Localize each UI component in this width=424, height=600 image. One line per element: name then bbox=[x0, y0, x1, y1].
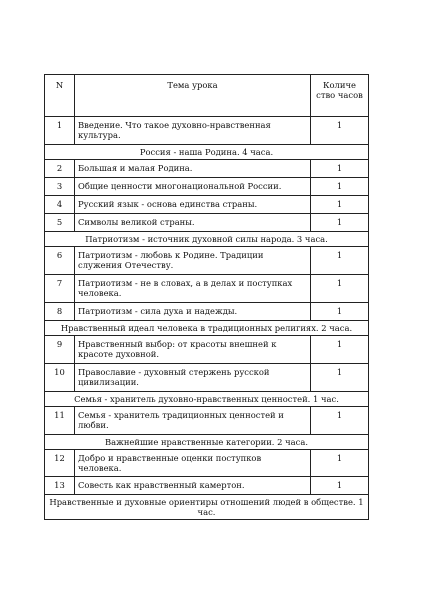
section-title: Нравственный идеал человека в традиционных религиях. 2 часа. bbox=[45, 321, 369, 336]
lesson-topic: Семья - хранитель традиционных ценностей и любви. bbox=[75, 407, 311, 435]
lesson-number: 8 bbox=[45, 303, 75, 321]
lesson-topic: Нравственный выбор: от красоты внешней к красоте духовной. bbox=[75, 336, 311, 364]
section-title: Важнейшие нравственные категории. 2 часа. bbox=[45, 435, 369, 450]
lesson-row bbox=[45, 450, 369, 477]
section-title: Семья - хранитель духовно-нравственных ценностей. 1 час. bbox=[45, 392, 369, 407]
lesson-row bbox=[45, 407, 369, 435]
lesson-hours: 1 bbox=[311, 247, 369, 275]
lesson-topic: Добро и нравственные оценки поступков человека. bbox=[75, 450, 311, 477]
lesson-topic: Православие - духовный стержень русской цивилизации. bbox=[75, 364, 311, 392]
section-row bbox=[45, 145, 369, 160]
lesson-number: 7 bbox=[45, 275, 75, 303]
section-row bbox=[45, 435, 369, 450]
section-title: Нравственные и духовные ориентиры отношений людей в обществе. 1 час. bbox=[45, 495, 369, 520]
lesson-number: 12 bbox=[45, 450, 75, 477]
lesson-hours: 1 bbox=[311, 275, 369, 303]
lesson-topic: Патриотизм - не в словах, а в делах и поступках человека. bbox=[75, 275, 311, 303]
section-title: Патриотизм - источник духовной силы народа. 3 часа. bbox=[45, 232, 369, 247]
lesson-number: 11 bbox=[45, 407, 75, 435]
lesson-hours: 1 bbox=[311, 196, 369, 214]
lesson-number: 5 bbox=[45, 214, 75, 232]
lesson-hours: 1 bbox=[311, 178, 369, 196]
lesson-row bbox=[45, 214, 369, 232]
lesson-number: 3 bbox=[45, 178, 75, 196]
lesson-row bbox=[45, 364, 369, 392]
lesson-row bbox=[45, 178, 369, 196]
header-number: N bbox=[45, 75, 75, 117]
lesson-hours: 1 bbox=[311, 303, 369, 321]
lesson-hours: 1 bbox=[311, 214, 369, 232]
lesson-topic: Патриотизм - любовь к Родине. Традиции служения Отечеству. bbox=[75, 247, 311, 275]
lesson-topic: Патриотизм - сила духа и надежды. bbox=[75, 303, 311, 321]
lesson-hours: 1 bbox=[311, 117, 369, 145]
section-title: Россия - наша Родина. 4 часа. bbox=[45, 145, 369, 160]
lesson-number: 4 bbox=[45, 196, 75, 214]
lesson-hours: 1 bbox=[311, 407, 369, 435]
lesson-row bbox=[45, 336, 369, 364]
lesson-row bbox=[45, 303, 369, 321]
table-header-row bbox=[45, 75, 369, 117]
lesson-topic: Общие ценности многонациональной России. bbox=[75, 178, 311, 196]
lesson-topic: Большая и малая Родина. bbox=[75, 160, 311, 178]
lesson-number: 6 bbox=[45, 247, 75, 275]
section-row bbox=[45, 392, 369, 407]
section-row bbox=[45, 321, 369, 336]
lesson-hours: 1 bbox=[311, 450, 369, 477]
lesson-hours: 1 bbox=[311, 364, 369, 392]
lesson-number: 9 bbox=[45, 336, 75, 364]
lesson-row bbox=[45, 196, 369, 214]
lesson-hours: 1 bbox=[311, 336, 369, 364]
lesson-row bbox=[45, 160, 369, 178]
lesson-plan-table bbox=[44, 74, 369, 520]
lesson-row bbox=[45, 275, 369, 303]
header-hours: Количе ство часов bbox=[311, 75, 369, 117]
header-topic: Тема урока bbox=[75, 75, 311, 117]
table-body bbox=[45, 117, 369, 520]
lesson-number: 2 bbox=[45, 160, 75, 178]
lesson-number: 13 bbox=[45, 477, 75, 495]
lesson-number: 10 bbox=[45, 364, 75, 392]
lesson-row bbox=[45, 477, 369, 495]
lesson-topic: Русский язык - основа единства страны. bbox=[75, 196, 311, 214]
lesson-hours: 1 bbox=[311, 477, 369, 495]
lesson-topic: Символы великой страны. bbox=[75, 214, 311, 232]
lesson-row bbox=[45, 247, 369, 275]
lesson-topic: Введение. Что такое духовно-нравственная культура. bbox=[75, 117, 311, 145]
lesson-row bbox=[45, 117, 369, 145]
lesson-number: 1 bbox=[45, 117, 75, 145]
lesson-topic: Совесть как нравственный камертон. bbox=[75, 477, 311, 495]
section-row bbox=[45, 495, 369, 520]
section-row bbox=[45, 232, 369, 247]
lesson-hours: 1 bbox=[311, 160, 369, 178]
